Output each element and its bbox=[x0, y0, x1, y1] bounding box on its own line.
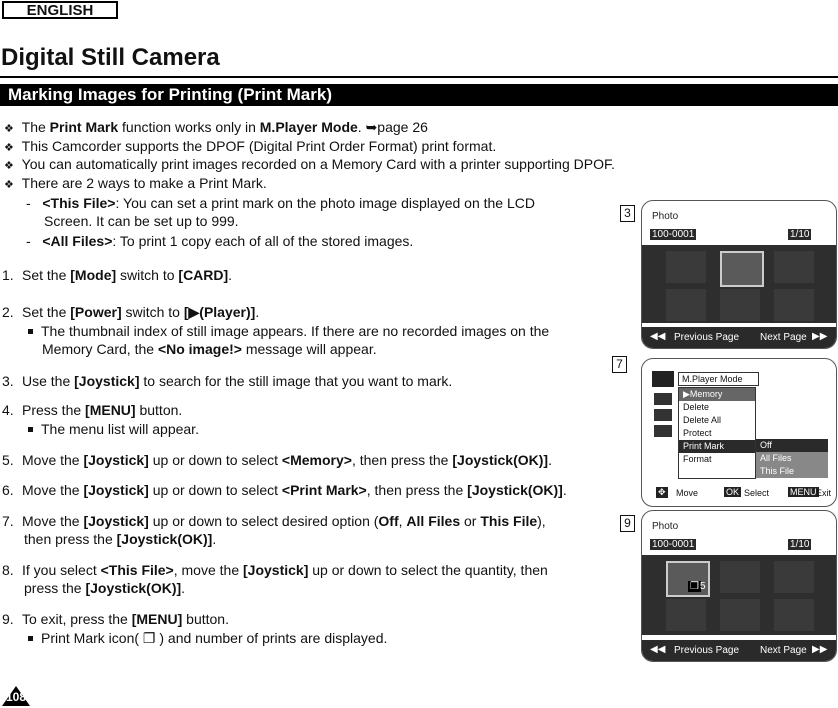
menu-item-print-mark[interactable]: Print Mark bbox=[679, 440, 755, 453]
thumbnail[interactable] bbox=[720, 599, 760, 631]
thumbnail[interactable] bbox=[666, 251, 706, 283]
previous-page-icon[interactable]: ◀◀ bbox=[650, 331, 666, 342]
sub-item-this-file-cont: Screen. It can be set up to 999. bbox=[44, 213, 239, 229]
bullet-3: ❖ You can automatically print images recorded on a Memory Card with a printer supporting DPOF. bbox=[4, 156, 615, 172]
thumbnail[interactable] bbox=[720, 289, 760, 321]
thumbnail[interactable] bbox=[774, 599, 814, 631]
thumbnail[interactable] bbox=[774, 289, 814, 321]
settings-icon bbox=[654, 425, 672, 437]
image-total: 1/10 bbox=[790, 229, 810, 240]
ok-icon: OK bbox=[726, 487, 740, 497]
print-mark-options bbox=[756, 439, 828, 478]
photo-mode-label: Photo bbox=[652, 211, 679, 222]
section-title: Marking Images for Printing (Print Mark) bbox=[8, 85, 332, 104]
thumbnail-selected[interactable] bbox=[720, 251, 764, 287]
callout-7: 7 bbox=[612, 356, 627, 373]
exit-label: Exit bbox=[816, 488, 832, 498]
callout-3: 3 bbox=[620, 205, 635, 222]
bullet-icon: ❖ bbox=[4, 179, 14, 191]
sub-item-all-files: - <All Files>: To print 1 copy each of all of the stored images. bbox=[26, 233, 414, 249]
step-9: 9. To exit, press the [MENU] button. bbox=[2, 611, 229, 627]
menu-screen bbox=[641, 358, 837, 507]
title-divider bbox=[0, 76, 838, 78]
bullet-icon: ❖ bbox=[4, 123, 14, 135]
bullet-4: ❖ There are 2 ways to make a Print Mark. bbox=[4, 175, 267, 191]
thumbnail-index-screen bbox=[641, 200, 837, 349]
step-2-note-cont: Memory Card, the <No image!> message will appear. bbox=[42, 341, 377, 357]
previous-page-label[interactable]: Previous Page bbox=[674, 645, 740, 656]
thumbnail[interactable] bbox=[774, 251, 814, 283]
step-2: 2. Set the [Power] switch to [▶(Player)]. bbox=[2, 304, 260, 320]
move-label: Move bbox=[676, 488, 699, 498]
step-7-cont: then press the [Joystick(OK)]. bbox=[24, 531, 217, 547]
select-label: Select bbox=[744, 488, 770, 498]
step-3: 3. Use the [Joystick] to search for the still image that you want to mark. bbox=[2, 373, 453, 389]
next-page-label[interactable]: Next Page bbox=[760, 645, 807, 656]
thumbnail[interactable] bbox=[666, 599, 706, 631]
step-8: 8. If you select <This File>, move the [Joystick] up or down to select the quantity, then bbox=[2, 562, 548, 578]
bullet-icon: ❖ bbox=[4, 142, 14, 154]
next-page-icon[interactable]: ▶▶ bbox=[812, 331, 828, 342]
photo-mode-label: Photo bbox=[652, 521, 679, 532]
page-nav-bar bbox=[642, 327, 836, 348]
option-this-file[interactable]: This File bbox=[756, 465, 828, 478]
menu-item-format[interactable]: Format bbox=[683, 454, 712, 464]
thumbnail-grid bbox=[642, 555, 836, 635]
sub-item-this-file: - <This File>: You can set a print mark on the photo image displayed on the LCD bbox=[26, 195, 535, 211]
step-4-note: The menu list will appear. bbox=[28, 421, 199, 437]
bullet-2: ❖ This Camcorder supports the DPOF (Digital Print Order Format) print format. bbox=[4, 138, 497, 154]
previous-page-label[interactable]: Previous Page bbox=[674, 332, 740, 343]
thumbnail[interactable] bbox=[720, 561, 760, 593]
menu-header: M.Player Mode bbox=[678, 372, 759, 386]
menu-icon: MENU bbox=[790, 487, 817, 497]
image-total: 1/10 bbox=[790, 539, 810, 550]
language-tab: ENGLISH bbox=[2, 1, 118, 19]
menu-category-icons bbox=[654, 393, 672, 451]
step-1: 1. Set the [Mode] switch to [CARD]. bbox=[2, 267, 233, 283]
page-number: 108 bbox=[6, 690, 27, 704]
print-mark-icon: ❐ bbox=[690, 581, 699, 592]
step-6: 6. Move the [Joystick] up or down to select <Print Mark>, then press the [Joystick(OK)]. bbox=[2, 482, 567, 498]
menu-item-delete[interactable]: Delete bbox=[683, 402, 710, 412]
thumbnail[interactable] bbox=[774, 561, 814, 593]
bullet-1: ❖ The Print Mark function works only in M.Player Mode. ➥page 26 bbox=[4, 119, 428, 135]
step-8-cont: press the [Joystick(OK)]. bbox=[24, 580, 186, 596]
thumbnail[interactable] bbox=[666, 289, 706, 321]
option-off[interactable]: Off bbox=[756, 439, 828, 452]
step-9-note: Print Mark icon( ❐ ) and number of prints are displayed. bbox=[28, 630, 387, 647]
step-5: 5. Move the [Joystick] up or down to select <Memory>, then press the [Joystick(OK)]. bbox=[2, 452, 552, 468]
menu-list bbox=[678, 387, 756, 479]
file-counter: 100-0001 bbox=[652, 229, 695, 240]
menu-item-memory[interactable]: ▶Memory bbox=[679, 388, 755, 401]
section-header-band bbox=[0, 84, 838, 106]
callout-9: 9 bbox=[620, 515, 635, 532]
print-quantity: 5 bbox=[700, 581, 706, 592]
marked-thumbnail-screen bbox=[641, 510, 837, 662]
step-2-note: The thumbnail index of still image appears. If there are no recorded images on the bbox=[28, 323, 549, 339]
menu-item-delete-all[interactable]: Delete All bbox=[683, 415, 722, 425]
file-counter: 100-0001 bbox=[652, 539, 695, 550]
chapter-title: Digital Still Camera bbox=[1, 44, 220, 71]
menu-item-protect[interactable]: Protect bbox=[683, 428, 712, 438]
memory-icon bbox=[654, 393, 672, 405]
step-4: 4. Press the [MENU] button. bbox=[2, 402, 183, 418]
joystick-icon: ✥ bbox=[658, 487, 666, 497]
next-page-icon[interactable]: ▶▶ bbox=[812, 644, 828, 655]
page-nav-bar bbox=[642, 640, 836, 661]
player-mode-icon bbox=[652, 371, 674, 387]
step-7: 7. Move the [Joystick] up or down to select desired option (Off, All Files or This File), bbox=[2, 513, 546, 529]
menu-help-bar bbox=[642, 483, 836, 503]
bullet-icon: ❖ bbox=[4, 160, 14, 172]
card-icon bbox=[654, 409, 672, 421]
previous-page-icon[interactable]: ◀◀ bbox=[650, 644, 666, 655]
next-page-label[interactable]: Next Page bbox=[760, 332, 807, 343]
option-all-files[interactable]: All Files bbox=[756, 452, 828, 465]
thumbnail-grid bbox=[642, 245, 836, 323]
